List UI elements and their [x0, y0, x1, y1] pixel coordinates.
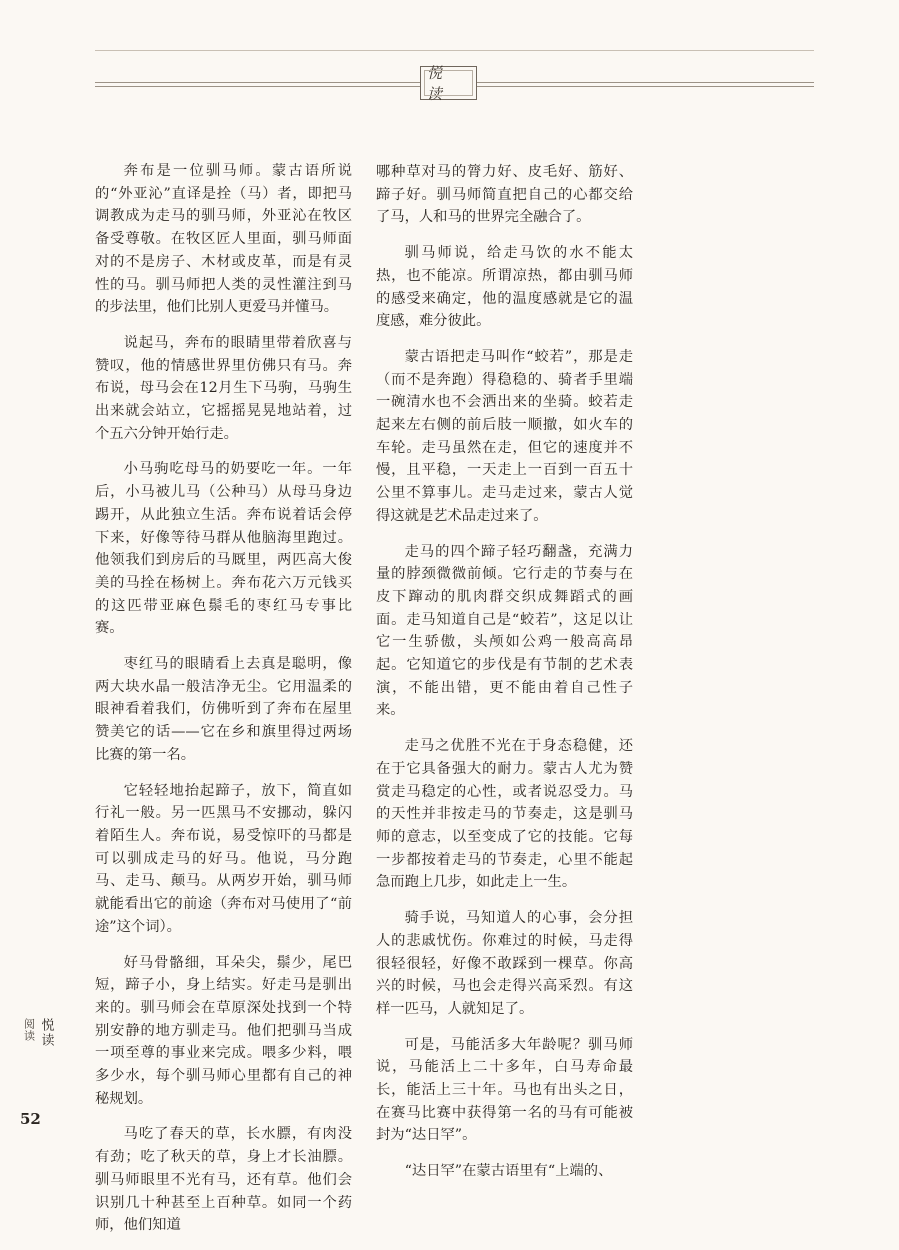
paragraph: 奔布是一位驯马师。蒙古语所说的“外亚沁”直译是拴（马）者，即把马调教成为走马的驯马师，外亚沁在牧区备受尊敬。在牧区匠人里面，驯马师面对的不是房子、木材或皮革，而是有灵性的马。驯马师把人类的灵性灌注到马的步法里，他们比别人更爱马并懂马。 — [95, 163, 352, 316]
left-column — [95, 160, 352, 1250]
running-footer — [20, 1018, 56, 1048]
paragraph: 走马之优胜不光在于身态稳健，还在于它具备强大的耐力。蒙古人尤为赞赏走马稳定的心性，或者说忍受力。马的天性并非按走马的节奏走，这是驯马师的意志，以至变成了它的技能。它每一步都按着走马的节奏走，心里不能起急而跑上几步，如此走上一生。 — [376, 738, 633, 891]
header-rule-left — [95, 82, 420, 87]
section-tag-label: 悦 读 — [427, 64, 449, 103]
paragraph: 驯马师说，给走马饮的水不能太热，也不能凉。所谓凉热，都由驯马师的感受来确定，他的温度感就是它的温度感，难分彼此。 — [376, 245, 633, 330]
paragraph: 说起马，奔布的眼睛里带着欣喜与赞叹，他的情感世界里仿佛只有马。奔布说，母马会在12月生下马驹，马驹生出来就会站立，它摇摇晃晃地站着，过个五六分钟开始行走。 — [95, 334, 352, 442]
paragraph: “达日罕”在蒙古语里有“上端的、 — [404, 1163, 613, 1180]
magazine-name: 阅读 — [22, 1018, 36, 1042]
paragraph: 走马的四个蹄子轻巧翻盏，充满力量的脖颈微微前倾。它行走的节奏与在皮下蹿动的肌肉群交织成舞蹈式的画面。走马知道自己是“蛟若”，这足以让它一生骄傲，头颅如公鸡一般高高昂起。它知道它的步伐是有节制的艺术表演，不能出错，更不能由着自己性子来。 — [376, 543, 633, 719]
paragraph: 马吃了春天的草，长水膘，有肉没有劲；吃了秋天的草，身上才长油膘。驯马师眼里不光有马，还有草。他们会识别几十种甚至上百种草。如同一个药师，他们知道 — [95, 1126, 352, 1234]
paragraph-continued: 哪种草对马的膂力好、皮毛好、筋好、蹄子好。驯马师简直把自己的心都交给了马，人和马的世界完全融合了。 — [376, 164, 633, 226]
paragraph: 可是，马能活多大年龄呢？驯马师说，马能活上二十多年，白马寿命最长，能活上三十年。马也有出头之日，在赛马比赛中获得第一名的马有可能被封为“达日罕”。 — [376, 1036, 633, 1144]
paragraph: 它轻轻地抬起蹄子，放下，简直如行礼一般。另一匹黑马不安挪动，躲闪着陌生人。奔布说，易受惊吓的马都是可以驯成走马的好马。他说，马分跑马、走马、颠马。从两岁开始，驯马师就能看出它的前途（奔布对马使用了“前途”这个词）。 — [95, 782, 352, 935]
top-divider — [95, 50, 814, 51]
section-tag — [420, 64, 477, 103]
page-number: 52 — [20, 1110, 41, 1128]
paragraph: 枣红马的眼睛看上去真是聪明，像两大块水晶一般洁净无尘。它用温柔的眼神看着我们，仿佛听到了奔布在屋里赞美它的话——它在乡和旗里得过两场比赛的第一名。 — [95, 656, 352, 763]
right-column — [376, 161, 633, 1196]
paragraph: 蒙古语把走马叫作“蛟若”，那是走（而不是奔跑）得稳稳的、骑者手里端一碗清水也不会洒出来的坐骑。蛟若走起来左右侧的前后肢一顺撤，如火车的车轮。走马虽然在走，但它的速度并不慢，且平稳，一天走上一百到一百五十公里不算事儿。走马走过来，蒙古人觉得这就是艺术品走过来了。 — [376, 348, 633, 524]
paragraph: 好马骨骼细，耳朵尖，鬃少，尾巴短，蹄子小，身上结实。好走马是驯出来的。驯马师会在草原深处找到一个特别安静的地方驯走马。他们把驯马当成一项至尊的事业来完成。喂多少料，喂多少水，每个驯马师心里都有自己的神秘规划。 — [95, 954, 352, 1107]
section-name: 悦读 — [38, 1018, 54, 1048]
paragraph: 骑手说，马知道人的心事，会分担人的悲戚忧伤。你难过的时候，马走得很轻很轻，好像不敢踩到一棵草。你高兴的时候，马也会走得兴高采烈。有这样一匹马，人就知足了。 — [376, 910, 633, 1017]
paragraph: 小马驹吃母马的奶要吃一年。一年后，小马被儿马（公种马）从母马身边踢开，从此独立生活。奔布说着话会停下来，好像等待马群从他脑海里跑过。他领我们到房后的马厩里，两匹高大俊美的马拴在杨树上。奔布花六万元钱买的这匹带亚麻色鬃毛的枣红马专事比赛。 — [95, 461, 352, 637]
header-rule-right — [477, 82, 814, 87]
